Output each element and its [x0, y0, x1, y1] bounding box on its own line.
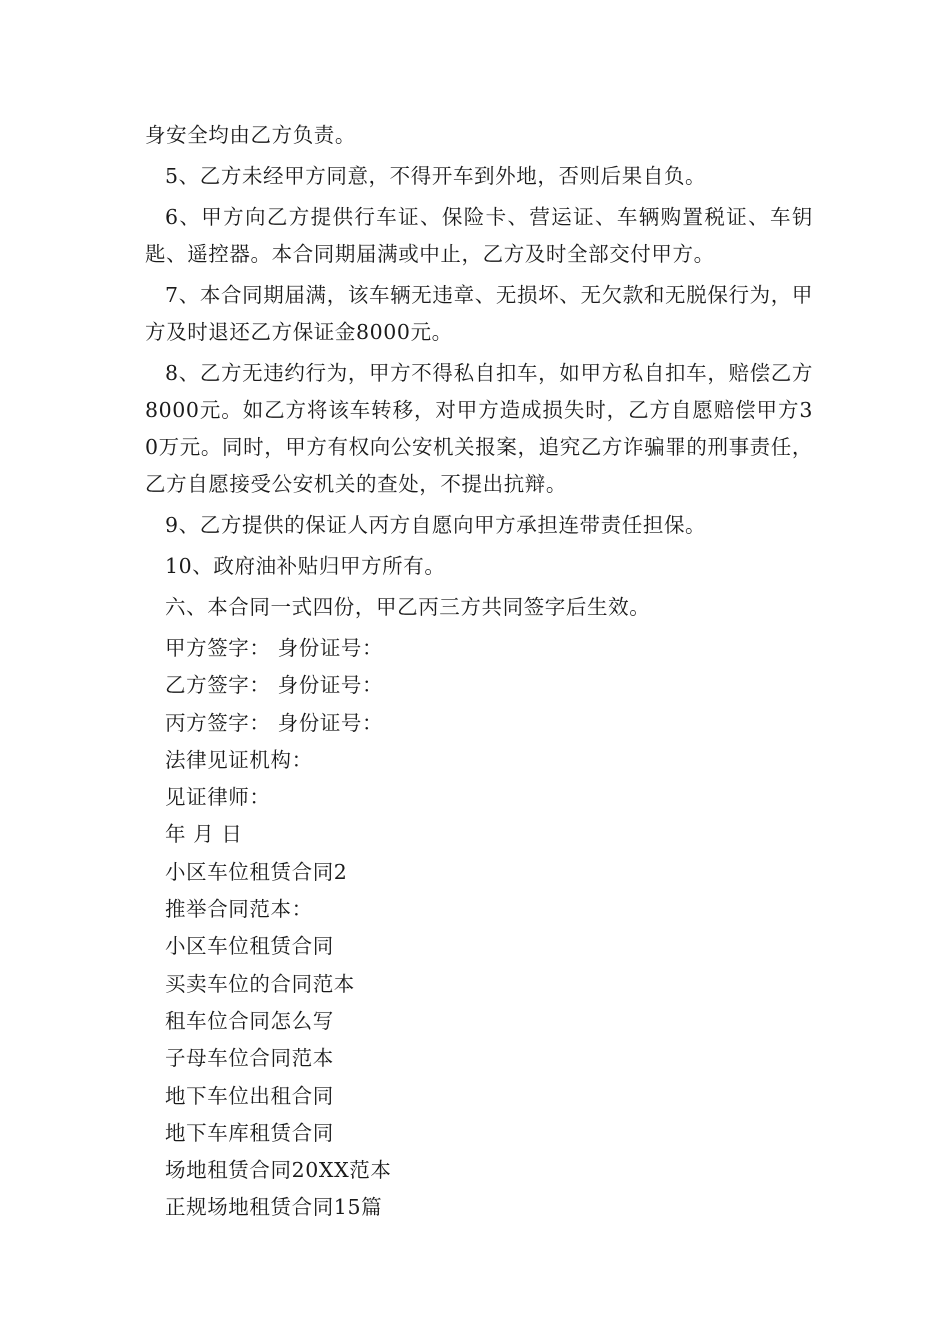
clause-5: 5、乙方未经甲方同意，不得开车到外地，否则后果自负。 — [165, 164, 707, 188]
related-link[interactable]: 租车位合同怎么写 — [165, 1008, 334, 1033]
related-link[interactable]: 买卖车位的合同范本 — [165, 971, 355, 996]
witness-organization: 法律见证机构： — [165, 747, 313, 772]
related-links-list — [145, 928, 813, 1226]
related-link[interactable]: 地下车位出租合同 — [165, 1083, 334, 1108]
clause-10: 10、政府油补贴归甲方所有。 — [165, 554, 446, 578]
related-link[interactable]: 子母车位合同范本 — [165, 1046, 334, 1071]
signature-date: 年 月 日 — [165, 822, 243, 847]
clause-8: 8、乙方无违约行为，甲方不得私自扣车，如甲方私自扣车，赔偿乙方8000元。如乙方将该车转移，对甲方造成损失时，乙方自愿赔偿甲方30万元。同时，甲方有权向公安机关报案，追究乙方诈骗罪的刑事责任，乙方自愿接受公安机关的查处，不提出抗辩。 — [145, 361, 813, 496]
clause-9: 9、乙方提供的保证人丙方自愿向甲方承担连带责任担保。 — [165, 513, 707, 537]
document-body — [145, 117, 813, 1227]
witness-lawyer: 见证律师： — [165, 785, 271, 810]
related-link[interactable]: 小区车位租赁合同 — [165, 934, 334, 959]
clause-7: 7、本合同期届满，该车辆无违章、无损坏、无欠款和无脱保行为，甲方及时退还乙方保证金8000元。 — [145, 283, 813, 344]
signature-party-c: 丙方签字： 身份证号： — [165, 710, 384, 735]
signature-block — [145, 630, 813, 854]
related-link[interactable]: 场地租赁合同20XX范本 — [165, 1158, 392, 1183]
related-heading: 推举合同范本： — [165, 897, 313, 922]
related-title: 小区车位租赁合同2 — [165, 859, 348, 884]
paragraph-continuation: 身安全均由乙方负责。 — [145, 123, 356, 147]
related-link[interactable]: 地下车库租赁合同 — [165, 1120, 334, 1145]
related-link[interactable]: 正规场地租赁合同15篇 — [165, 1195, 383, 1220]
signature-party-b: 乙方签字： 身份证号： — [165, 673, 384, 698]
section-6: 六、本合同一式四份，甲乙丙三方共同签字后生效。 — [165, 595, 651, 619]
clause-6: 6、甲方向乙方提供行车证、保险卡、营运证、车辆购置税证、车钥匙、遥控器。本合同期届满或中止，乙方及时全部交付甲方。 — [145, 205, 813, 266]
signature-party-a: 甲方签字： 身份证号： — [165, 636, 384, 660]
